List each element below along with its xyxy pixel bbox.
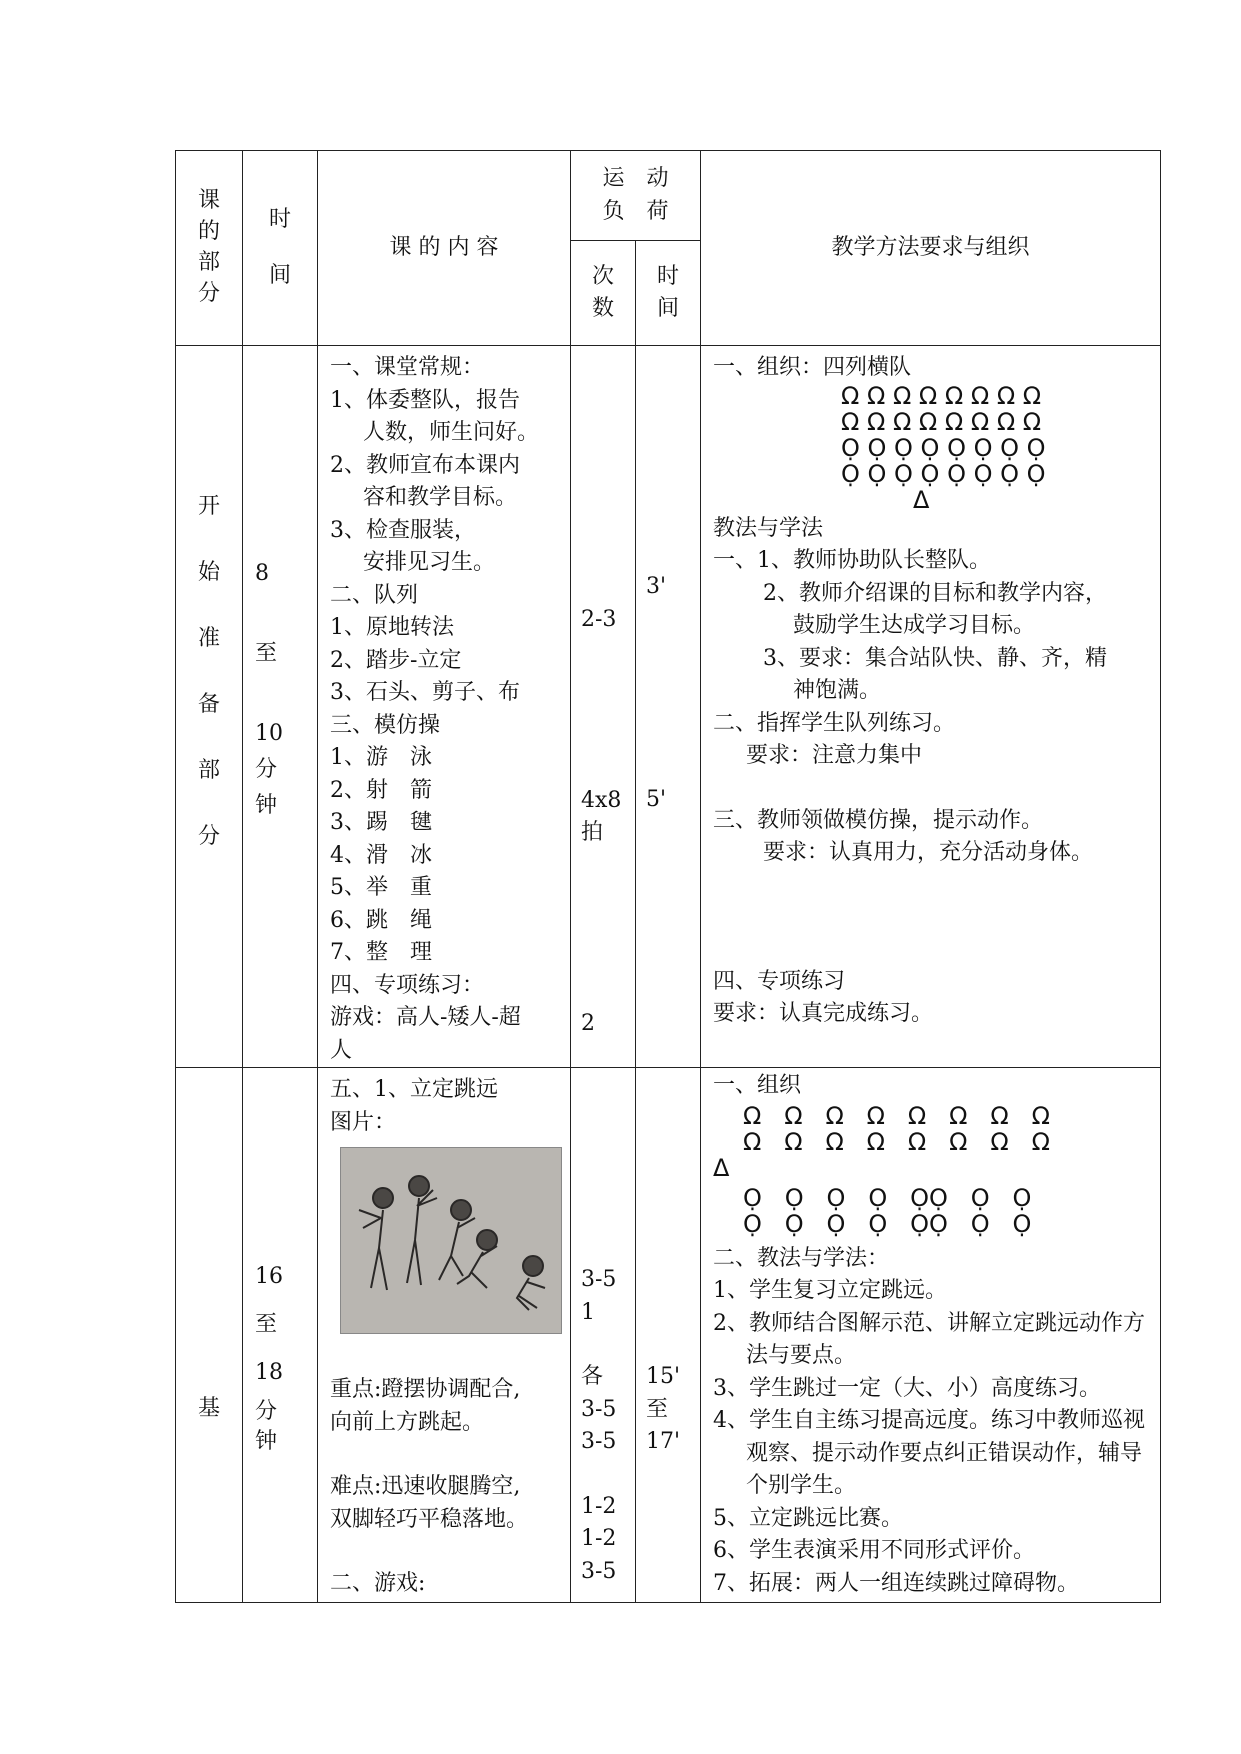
method-org-label: 一、组织：四列横队 (713, 355, 912, 380)
header-time-char: 时 (268, 206, 291, 232)
method-line: 2、教师介绍课的目标和教学内容， (763, 580, 1107, 606)
time-value: 18 (255, 1360, 283, 1385)
method-line: 7、拓展：两人一组连续跳过障碍物。 (713, 1570, 1079, 1596)
header-part-char: 部 (197, 250, 220, 276)
method-opening (701, 346, 1161, 1068)
content-line: 3、检查服装， (330, 517, 476, 543)
load-time-value: 3' (646, 574, 667, 599)
part-opening (176, 346, 243, 1068)
header-part (176, 151, 243, 346)
load-time-value: 至 (646, 1396, 669, 1422)
header-count-char: 次 (591, 263, 614, 289)
content-line: 一、课堂常规： (330, 355, 485, 380)
formation-row: Ω Ω Ω Ω Ω Ω Ω Ω (841, 381, 1042, 410)
part-basic (176, 1068, 243, 1603)
content-line: 3、踢 毽 (330, 810, 432, 835)
time-value: 至 (255, 641, 278, 666)
method-line: 要求：注意力集中 (746, 743, 923, 768)
content-line: 安排见习生。 (363, 550, 496, 575)
content-line: 四、专项练习： (330, 972, 485, 998)
content-line: 1、原地转法 (330, 615, 454, 640)
header-load-time-char: 时 (656, 263, 679, 289)
time-value: 分 (255, 1399, 278, 1424)
formation-row: Ọ Ọ Ọ Ọ ỌỌ Ọ Ọ (743, 1183, 1032, 1212)
header-load-time-char: 间 (656, 296, 679, 321)
part-char: 开 (197, 494, 220, 519)
method-line: 教法与学法 (713, 515, 824, 541)
method-line: 4、学生自主练习提高远度。练习中教师巡视观察、提示动作要点纠正错误动作，辅导个别学生。 (713, 1408, 1145, 1498)
method-line: 3、学生跳过一定（大、小）高度练习。 (713, 1375, 1101, 1401)
header-time (243, 151, 318, 346)
content-line: 2、教师宣布本课内 (330, 452, 520, 478)
content-line: 二、队列 (330, 582, 419, 608)
content-line: 三、模仿操 (330, 712, 441, 738)
header-method: 教学方法要求与组织 (701, 151, 1161, 346)
count-value: 3-5 (581, 1396, 617, 1422)
time-opening (243, 346, 318, 1068)
header-time-char: 间 (268, 263, 291, 288)
content-line: 4、滑 冰 (330, 842, 432, 868)
formation-row: Ω Ω Ω Ω Ω Ω Ω Ω (841, 407, 1042, 436)
method-line: 6、学生表演采用不同形式评价。 (713, 1538, 1035, 1563)
formation-row: Ω Ω Ω Ω Ω Ω Ω Ω (743, 1127, 1050, 1156)
content-line: 图片： (330, 1109, 397, 1135)
content-line: 2、踏步-立定 (330, 647, 462, 673)
method-line: 一、1、教师协助队长整队。 (713, 548, 991, 573)
content-basic (318, 1068, 571, 1603)
time-value: 16 (255, 1264, 283, 1289)
content-line: 游戏：高人-矮人-超 (330, 1005, 521, 1030)
content-line: 3、石头、剪子、布 (330, 680, 520, 705)
content-line: 重点:蹬摆协调配合, (330, 1377, 521, 1402)
time-value: 至 (255, 1312, 278, 1337)
count-value: 3-5 (581, 1429, 617, 1454)
content-line: 2、射 箭 (330, 777, 432, 803)
part-char: 准 (197, 626, 220, 651)
count-value: 2-3 (581, 607, 617, 632)
time-value: 10 (255, 721, 283, 746)
content-line: 5、举 重 (330, 875, 432, 900)
time-value: 8 (255, 561, 269, 586)
method-line: 3、要求：集合站队快、静、齐，精 (763, 645, 1107, 671)
content-line: 1、游 泳 (330, 745, 432, 770)
formation-diagram (713, 383, 1152, 513)
method-line: 要求：认真完成练习。 (713, 1001, 934, 1026)
method-line: 鼓励学生达成学习目标。 (793, 613, 1036, 638)
time-value: 钟 (255, 793, 278, 818)
count-basic (571, 1068, 636, 1603)
part-char: 始 (197, 560, 220, 585)
header-part-char: 的 (197, 219, 220, 245)
header-count-char: 数 (591, 296, 614, 321)
header-part-char: 课 (197, 188, 220, 214)
content-line: 向前上方跳起。 (330, 1409, 485, 1435)
formation-row: Ω Ω Ω Ω Ω Ω Ω Ω (743, 1101, 1050, 1130)
part-char: 部 (197, 758, 220, 783)
content-line: 五、1、立定跳远 (330, 1077, 498, 1102)
part-char: 分 (197, 824, 220, 849)
content-line: 二、游戏: (330, 1571, 426, 1596)
formation-row: Ọ Ọ Ọ Ọ ỌỌ Ọ Ọ (743, 1209, 1032, 1238)
count-value: 3-5 (581, 1558, 617, 1584)
content-opening (318, 346, 571, 1068)
content-line: 人数，师生问好。 (363, 420, 540, 445)
formation-diagram (713, 1103, 1152, 1237)
teacher-marker: Δ (913, 485, 930, 514)
count-value: 4x8 (581, 787, 622, 813)
method-line: 二、指挥学生队列练习。 (713, 710, 956, 736)
formation-row: Ọ Ọ Ọ Ọ Ọ Ọ Ọ Ọ (841, 433, 1046, 462)
part-char: 备 (197, 692, 220, 717)
content-line: 人 (330, 1037, 353, 1063)
time-basic (243, 1068, 318, 1603)
count-value: 1 (581, 1299, 595, 1325)
content-line: 双脚轻巧平稳落地。 (330, 1506, 529, 1532)
content-line: 容和教学目标。 (363, 485, 518, 510)
content-line: 1、体委整队，报告 (330, 387, 520, 413)
lesson-plan-table (175, 150, 1161, 1603)
header-load-time (636, 241, 701, 346)
load-time-value: 17' (646, 1429, 681, 1454)
header-load (571, 151, 701, 241)
count-opening (571, 346, 636, 1068)
method-line: 神饱满。 (793, 678, 882, 703)
count-value: 拍 (581, 820, 604, 845)
method-basic (701, 1068, 1161, 1603)
count-value: 1-2 (581, 1526, 617, 1551)
teacher-marker: Δ (713, 1153, 730, 1182)
jump-sequence-illustration (341, 1148, 561, 1333)
header-part-char: 分 (197, 281, 220, 307)
method-org-label: 一、组织 (713, 1073, 802, 1098)
header-load-line: 运 动 (602, 166, 669, 191)
formation-row: Ọ Ọ Ọ Ọ Ọ Ọ Ọ Ọ (841, 459, 1046, 488)
load-time-basic (636, 1068, 701, 1603)
load-time-opening (636, 346, 701, 1068)
count-value: 1-2 (581, 1493, 617, 1519)
part-char: 基 (197, 1396, 220, 1421)
count-value: 3-5 (581, 1267, 617, 1292)
method-line: 三、教师领做模仿操，提示动作。 (713, 807, 1044, 833)
content-line: 6、跳 绳 (330, 907, 432, 933)
content-line: 难点:迅速收腿腾空, (330, 1474, 521, 1499)
load-time-value: 5' (646, 786, 667, 812)
header-content: 课 的 内 容 (318, 151, 571, 346)
method-line: 二、教法与学法： (713, 1245, 890, 1271)
standing-long-jump-image (340, 1147, 562, 1334)
time-value: 分 (255, 757, 278, 782)
load-time-value: 15' (646, 1364, 681, 1389)
method-line: 2、教师结合图解示范、讲解立定跳远动作方法与要点。 (713, 1310, 1145, 1368)
time-value: 钟 (255, 1429, 278, 1454)
method-line: 四、专项练习 (713, 968, 846, 994)
count-value: 各 (581, 1364, 604, 1389)
count-value: 2 (581, 1010, 595, 1036)
method-line: 1、学生复习立定跳远。 (713, 1278, 947, 1303)
header-count (571, 241, 636, 346)
method-line: 要求：认真用力，充分活动身体。 (763, 840, 1094, 865)
header-load-line: 负 荷 (602, 198, 669, 224)
method-line: 5、立定跳远比赛。 (713, 1505, 903, 1531)
content-line: 7、整 理 (330, 940, 432, 965)
